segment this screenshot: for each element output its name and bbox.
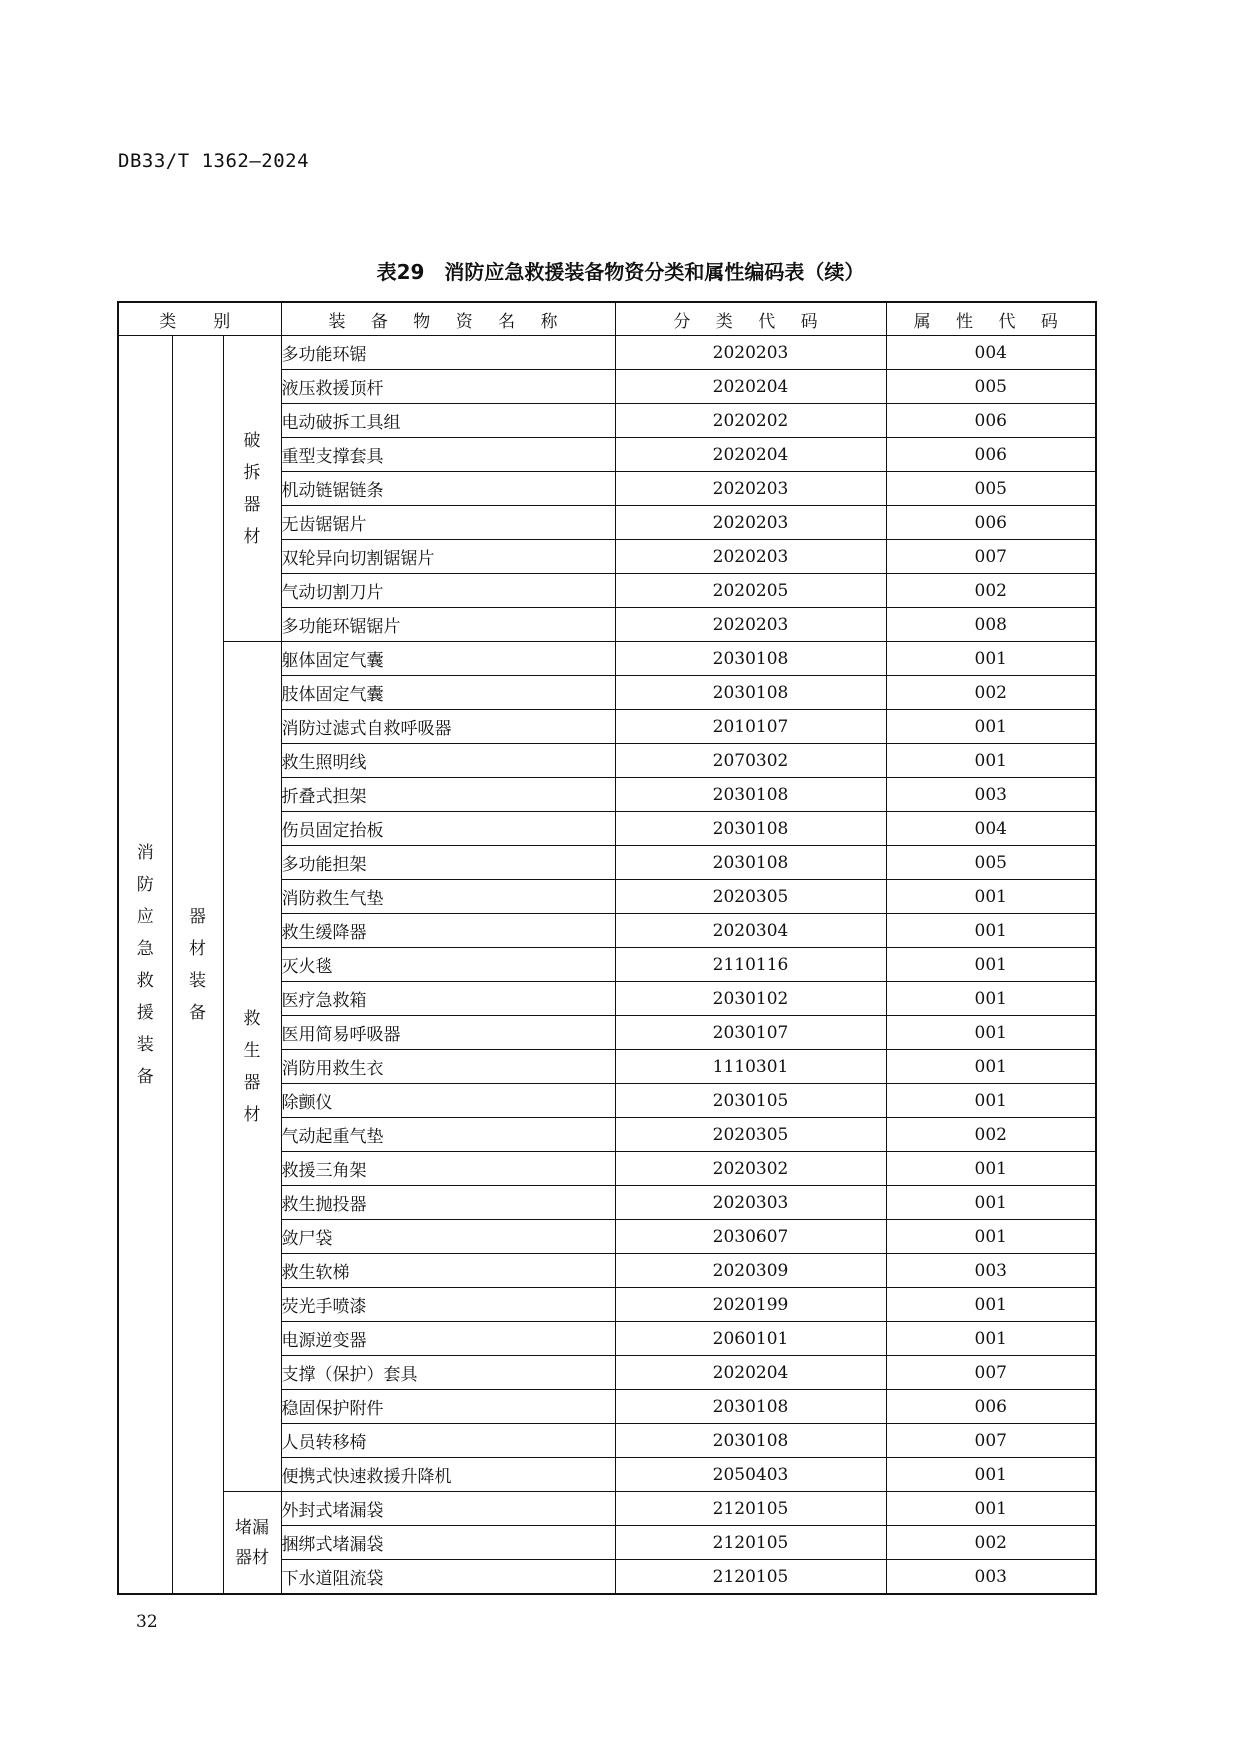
attr-code: 001 xyxy=(886,1288,1096,1322)
item-name: 敛尸袋 xyxy=(281,1220,615,1254)
attr-code: 008 xyxy=(886,608,1096,642)
class-code: 2020303 xyxy=(615,1186,886,1220)
attr-code: 001 xyxy=(886,710,1096,744)
class-code: 2030607 xyxy=(615,1220,886,1254)
item-name: 气动切割刀片 xyxy=(281,574,615,608)
category-level2-cell xyxy=(172,336,223,1595)
class-code: 2060101 xyxy=(615,1322,886,1356)
item-name: 躯体固定气囊 xyxy=(281,642,615,676)
item-name: 气动起重气垫 xyxy=(281,1118,615,1152)
item-name: 电源逆变器 xyxy=(281,1322,615,1356)
group-label: 堵漏器材 xyxy=(235,1517,269,1568)
attr-code: 004 xyxy=(886,812,1096,846)
item-name: 外封式堵漏袋 xyxy=(281,1492,615,1526)
item-name: 无齿锯锯片 xyxy=(281,506,615,540)
attr-code: 005 xyxy=(886,846,1096,880)
class-code: 2020304 xyxy=(615,914,886,948)
group-cell xyxy=(223,336,281,642)
item-name: 救生软梯 xyxy=(281,1254,615,1288)
equipment-code-table xyxy=(117,301,1097,1595)
class-code: 2020203 xyxy=(615,608,886,642)
item-name: 多功能担架 xyxy=(281,846,615,880)
table-body xyxy=(118,336,1096,1595)
item-name: 稳固保护附件 xyxy=(281,1390,615,1424)
attr-code: 006 xyxy=(886,1390,1096,1424)
attr-code: 004 xyxy=(886,336,1096,370)
attr-code: 003 xyxy=(886,1560,1096,1595)
class-code: 2030108 xyxy=(615,642,886,676)
class-code: 2030105 xyxy=(615,1084,886,1118)
item-name: 双轮异向切割锯锯片 xyxy=(281,540,615,574)
attr-code: 001 xyxy=(886,1220,1096,1254)
class-code: 2020199 xyxy=(615,1288,886,1322)
item-name: 多功能环锯 xyxy=(281,336,615,370)
item-name: 消防用救生衣 xyxy=(281,1050,615,1084)
attr-code: 007 xyxy=(886,1424,1096,1458)
column-header-attr-code: 属 性 代 码 xyxy=(886,302,1096,336)
table-row xyxy=(118,1492,1096,1526)
attr-code: 003 xyxy=(886,778,1096,812)
item-name: 肢体固定气囊 xyxy=(281,676,615,710)
standard-code: DB33/T 1362—2024 xyxy=(118,150,310,172)
item-name: 救生缓降器 xyxy=(281,914,615,948)
attr-code: 001 xyxy=(886,1016,1096,1050)
attr-code: 001 xyxy=(886,1084,1096,1118)
class-code: 2020204 xyxy=(615,438,886,472)
item-name: 除颤仪 xyxy=(281,1084,615,1118)
attr-code: 002 xyxy=(886,676,1096,710)
group-cell xyxy=(223,1492,281,1595)
item-name: 荧光手喷漆 xyxy=(281,1288,615,1322)
class-code: 2010107 xyxy=(615,710,886,744)
item-name: 重型支撑套具 xyxy=(281,438,615,472)
category-level2-label: 器材装备 xyxy=(189,906,206,1023)
class-code: 2020203 xyxy=(615,472,886,506)
class-code: 2030102 xyxy=(615,982,886,1016)
item-name: 便携式快速救援升降机 xyxy=(281,1458,615,1492)
attr-code: 002 xyxy=(886,1118,1096,1152)
class-code: 2020205 xyxy=(615,574,886,608)
item-name: 医疗急救箱 xyxy=(281,982,615,1016)
class-code: 2030108 xyxy=(615,812,886,846)
class-code: 2120105 xyxy=(615,1492,886,1526)
attr-code: 006 xyxy=(886,404,1096,438)
attr-code: 001 xyxy=(886,1492,1096,1526)
class-code: 1110301 xyxy=(615,1050,886,1084)
item-name: 液压救援顶杆 xyxy=(281,370,615,404)
attr-code: 007 xyxy=(886,1356,1096,1390)
attr-code: 001 xyxy=(886,642,1096,676)
class-code: 2030107 xyxy=(615,1016,886,1050)
attr-code: 001 xyxy=(886,1458,1096,1492)
class-code: 2030108 xyxy=(615,1424,886,1458)
column-header-class-code: 分 类 代 码 xyxy=(615,302,886,336)
item-name: 多功能环锯锯片 xyxy=(281,608,615,642)
class-code: 2020203 xyxy=(615,506,886,540)
class-code: 2020203 xyxy=(615,540,886,574)
column-header-category: 类 别 xyxy=(118,302,281,336)
attr-code: 001 xyxy=(886,914,1096,948)
item-name: 下水道阻流袋 xyxy=(281,1560,615,1595)
attr-code: 001 xyxy=(886,1152,1096,1186)
item-name: 支撑（保护）套具 xyxy=(281,1356,615,1390)
attr-code: 003 xyxy=(886,1254,1096,1288)
attr-code: 002 xyxy=(886,1526,1096,1560)
attr-code: 007 xyxy=(886,540,1096,574)
group-label: 破拆器材 xyxy=(243,430,261,547)
item-name: 人员转移椅 xyxy=(281,1424,615,1458)
page-number: 32 xyxy=(136,1612,158,1632)
attr-code: 001 xyxy=(886,948,1096,982)
item-name: 机动链锯链条 xyxy=(281,472,615,506)
item-name: 消防救生气垫 xyxy=(281,880,615,914)
attr-code: 001 xyxy=(886,1322,1096,1356)
group-cell xyxy=(223,642,281,1492)
table-title: 表29 消防应急救援装备物资分类和属性编码表（续） xyxy=(376,260,865,284)
class-code: 2030108 xyxy=(615,1390,886,1424)
table-row xyxy=(118,336,1096,370)
table-row xyxy=(118,642,1096,676)
item-name: 救援三角架 xyxy=(281,1152,615,1186)
item-name: 救生照明线 xyxy=(281,744,615,778)
attr-code: 001 xyxy=(886,982,1096,1016)
attr-code: 005 xyxy=(886,370,1096,404)
class-code: 2020309 xyxy=(615,1254,886,1288)
class-code: 2020302 xyxy=(615,1152,886,1186)
item-name: 伤员固定抬板 xyxy=(281,812,615,846)
item-name: 救生抛投器 xyxy=(281,1186,615,1220)
attr-code: 001 xyxy=(886,880,1096,914)
item-name: 电动破拆工具组 xyxy=(281,404,615,438)
item-name: 折叠式担架 xyxy=(281,778,615,812)
class-code: 2020204 xyxy=(615,1356,886,1390)
class-code: 2020204 xyxy=(615,370,886,404)
attr-code: 001 xyxy=(886,744,1096,778)
attr-code: 001 xyxy=(886,1050,1096,1084)
class-code: 2030108 xyxy=(615,778,886,812)
class-code: 2020305 xyxy=(615,880,886,914)
class-code: 2110116 xyxy=(615,948,886,982)
item-name: 消防过滤式自救呼吸器 xyxy=(281,710,615,744)
class-code: 2050403 xyxy=(615,1458,886,1492)
class-code: 2070302 xyxy=(615,744,886,778)
class-code: 2030108 xyxy=(615,676,886,710)
item-name: 捆绑式堵漏袋 xyxy=(281,1526,615,1560)
category-level1-label: 消防应急救援装备 xyxy=(136,842,154,1087)
group-label: 救生器材 xyxy=(243,1008,261,1125)
attr-code: 001 xyxy=(886,1186,1096,1220)
attr-code: 006 xyxy=(886,506,1096,540)
class-code: 2120105 xyxy=(615,1560,886,1595)
column-header-name: 装 备 物 资 名 称 xyxy=(281,302,615,336)
category-level1-cell xyxy=(118,336,172,1595)
item-name: 灭火毯 xyxy=(281,948,615,982)
attr-code: 002 xyxy=(886,574,1096,608)
class-code: 2020202 xyxy=(615,404,886,438)
class-code: 2120105 xyxy=(615,1526,886,1560)
attr-code: 006 xyxy=(886,438,1096,472)
table-header-row xyxy=(118,302,1096,336)
class-code: 2020305 xyxy=(615,1118,886,1152)
attr-code: 005 xyxy=(886,472,1096,506)
class-code: 2020203 xyxy=(615,336,886,370)
class-code: 2030108 xyxy=(615,846,886,880)
item-name: 医用简易呼吸器 xyxy=(281,1016,615,1050)
